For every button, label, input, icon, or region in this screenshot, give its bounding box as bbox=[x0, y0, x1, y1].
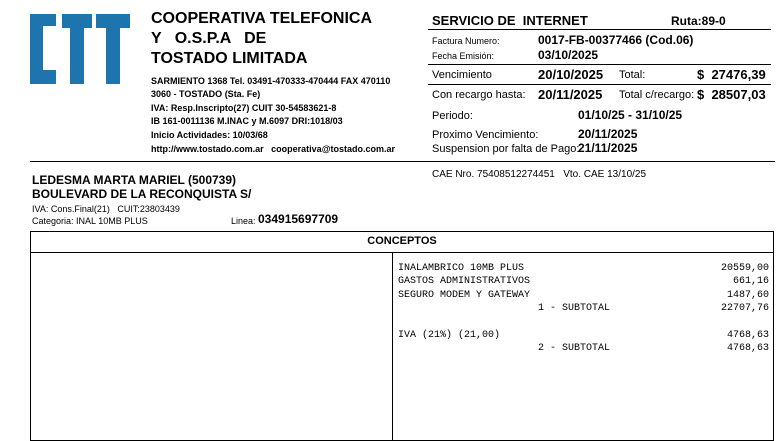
subtotal-2-value: 4768,63 bbox=[726, 343, 769, 354]
fecha-label: Fecha Emisión: bbox=[432, 51, 495, 61]
total-recargo-value: $ 28507,03 bbox=[697, 87, 766, 102]
iva-label: IVA (21%) (21,00) bbox=[398, 330, 501, 341]
total-recargo-label: Total c/recargo: bbox=[619, 89, 695, 101]
periodo-label: Periodo: bbox=[432, 110, 473, 122]
suspension-label: Suspension por falta de Pago: bbox=[432, 143, 580, 155]
suspension-value: 21/11/2025 bbox=[578, 141, 638, 155]
company-name-line-1: COOPERATIVA TELEFONICA bbox=[151, 10, 373, 27]
company-city: 3060 - TOSTADO (Sta. Fe) bbox=[151, 89, 261, 99]
recargo-label: Con recargo hasta: bbox=[432, 89, 526, 101]
total-label: Total: bbox=[619, 69, 646, 81]
proximo-value: 20/11/2025 bbox=[578, 127, 638, 141]
conceptos-header-divider bbox=[31, 252, 773, 253]
concept-item-label: GASTOS ADMINISTRATIVOS bbox=[398, 276, 531, 287]
conceptos-column-divider bbox=[392, 253, 393, 440]
recargo-value: 20/11/2025 bbox=[538, 87, 603, 102]
company-name-line-2: Y O.S.P.A DE bbox=[151, 30, 267, 47]
vencimiento-value: 20/10/2025 bbox=[538, 67, 604, 82]
periodo-value: 01/10/25 - 31/10/25 bbox=[578, 108, 683, 122]
subtotal-1-label: 1 - SUBTOTAL bbox=[538, 303, 611, 314]
cae-info: CAE Nro. 75408512274451 Vto. CAE 13/10/25 bbox=[432, 169, 647, 180]
ruta: Ruta:89-0 bbox=[671, 14, 726, 28]
concept-item-amount: 661,16 bbox=[732, 276, 769, 287]
concept-item-label: INALAMBRICO 10MB PLUS bbox=[398, 263, 525, 274]
customer-iva: IVA: Cons.Final(21) CUIT:23803439 bbox=[32, 204, 180, 214]
vencimiento-label: Vencimiento bbox=[432, 69, 492, 81]
header-divider-2 bbox=[428, 64, 771, 65]
company-web[interactable]: http://www.tostado.com.ar cooperativa@tostado.com.ar bbox=[151, 144, 395, 154]
subtotal-1-value: 22707,76 bbox=[720, 303, 769, 314]
iva-value: 4768,63 bbox=[726, 330, 769, 341]
linea-value: 034915697709 bbox=[258, 212, 339, 226]
factura-value: 0017-FB-00377466 (Cod.06) bbox=[538, 33, 694, 47]
header-divider-1 bbox=[428, 29, 771, 30]
company-address: SARMIENTO 1368 Tel. 03491-470333-470444 FAX 470110 bbox=[151, 76, 391, 86]
fecha-value: 03/10/2025 bbox=[538, 48, 599, 62]
customer-name: LEDESMA MARTA MARIEL (500739) bbox=[32, 173, 237, 187]
concept-item-amount: 20559,00 bbox=[720, 263, 769, 274]
service-title: SERVICIO DE INTERNET bbox=[432, 13, 588, 28]
conceptos-header: CONCEPTOS bbox=[367, 235, 437, 247]
customer-categoria: Categoria: INAL 10MB PLUS bbox=[32, 216, 148, 226]
factura-label: Factura Numero: bbox=[432, 36, 500, 46]
company-iva: IVA: Resp.Inscripto(27) CUIT 30-54583621-8 bbox=[151, 103, 337, 113]
proximo-label: Proximo Vencimiento: bbox=[432, 129, 539, 141]
linea-label: Linea: bbox=[231, 216, 256, 226]
section-divider bbox=[30, 161, 775, 162]
subtotal-2-label: 2 - SUBTOTAL bbox=[538, 343, 611, 354]
company-inicio: Inicio Actividades: 10/03/68 bbox=[151, 130, 268, 140]
concept-item-amount: 1487,60 bbox=[726, 290, 769, 301]
customer-address: BOULEVARD DE LA RECONQUISTA S/ bbox=[32, 187, 252, 201]
company-logo bbox=[26, 12, 132, 86]
company-ib: IB 161-0011136 M.INAC y M.6097 DRI:1018/03 bbox=[151, 116, 343, 126]
company-name-line-3: TOSTADO LIMITADA bbox=[151, 50, 308, 67]
header-divider-3 bbox=[428, 84, 771, 85]
total-value: $ 27476,39 bbox=[697, 67, 766, 82]
concept-item-label: SEGURO MODEM Y GATEWAY bbox=[398, 290, 531, 301]
